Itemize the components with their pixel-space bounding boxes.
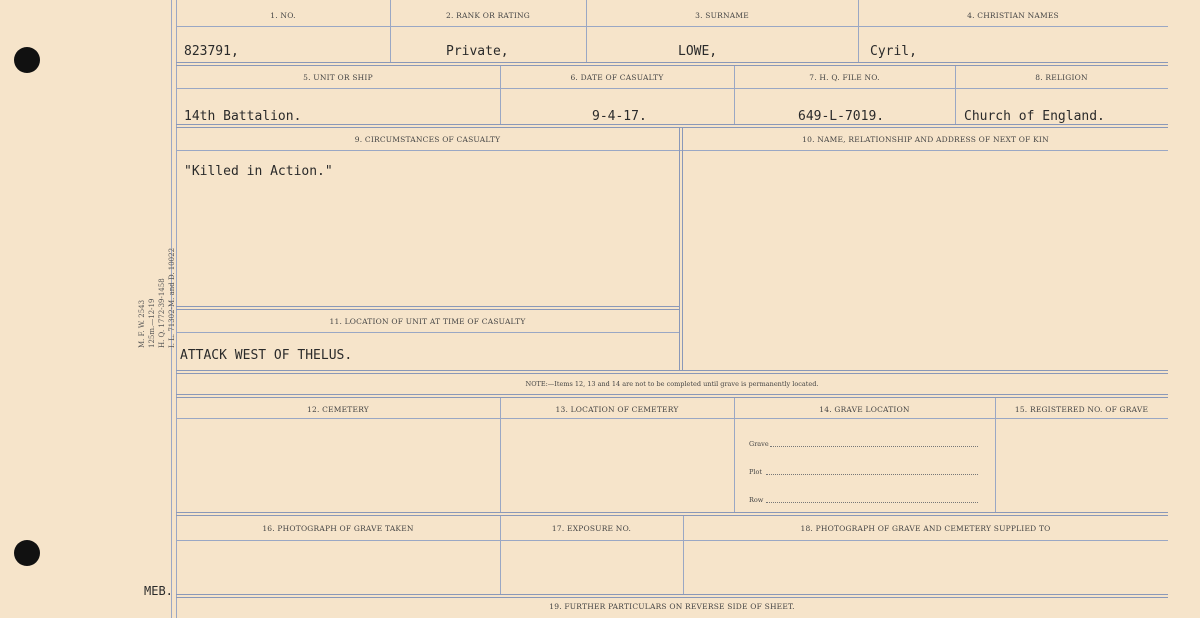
- service-number: 823791,: [184, 44, 239, 59]
- punch-hole-top: [14, 47, 40, 73]
- note-text: NOTE:—Items 12, 13 and 14 are not to be completed until grave is permanently located.: [525, 380, 819, 388]
- punch-hole-bottom: [14, 540, 40, 566]
- header-rank: 2. RANK OR RATING: [446, 11, 530, 20]
- header-location-cemetery: 13. LOCATION OF CEMETERY: [555, 405, 679, 414]
- row-label: Row: [749, 496, 764, 504]
- header-surname: 3. SURNAME: [695, 11, 749, 20]
- location-unit-value: ATTACK WEST OF THELUS.: [180, 348, 353, 363]
- header-photo-taken: 16. PHOTOGRAPH OF GRAVE TAKEN: [262, 524, 414, 533]
- header-exposure: 17. EXPOSURE NO.: [551, 524, 632, 533]
- christian-names-value: Cyril,: [870, 44, 917, 59]
- hq-file-value: 649-L-7019.: [798, 109, 885, 124]
- surname-value: LOWE,: [678, 44, 718, 59]
- grave-label: Grave: [749, 440, 769, 448]
- header-grave-location: 14. GRAVE LOCATION: [819, 405, 910, 414]
- header-religion: 8. RELIGION: [1035, 73, 1088, 82]
- rank-value: Private,: [446, 44, 509, 59]
- header-christian-names: 4. CHRISTIAN NAMES: [967, 11, 1059, 20]
- header-location-unit: 11. LOCATION OF UNIT AT TIME OF CASUALTY: [329, 317, 526, 326]
- clerk-initials: MEB.: [144, 584, 173, 598]
- header-next-of-kin: 10. NAME, RELATIONSHIP AND ADDRESS OF NEXT OF KIN: [802, 135, 1049, 144]
- header-circumstances: 9. CIRCUMSTANCES OF CASUALTY: [354, 135, 501, 144]
- date-value: 9-4-17.: [592, 109, 647, 124]
- religion-value: Church of England.: [964, 109, 1105, 124]
- header-unit: 5. UNIT OR SHIP: [303, 73, 373, 82]
- header-registered-no: 15. REGISTERED NO. OF GRAVE: [1014, 405, 1149, 414]
- circumstances-value: "Killed in Action.": [184, 164, 333, 179]
- header-no: 1. NO.: [270, 11, 296, 20]
- plot-label: Plot: [749, 468, 762, 476]
- header-hq-file: 7. H. Q. FILE NO.: [809, 73, 880, 82]
- header-photo-supplied: 18. PHOTOGRAPH OF GRAVE AND CEMETERY SUPPLIED TO: [800, 524, 1051, 533]
- print-code-text: M. F. W. 2543 125m.—12-19 H. Q. 1772-39-1458 I. L. 71302-M. and D. 10022: [138, 247, 176, 348]
- header-date: 6. DATE OF CASUALTY: [570, 73, 664, 82]
- unit-value: 14th Battalion.: [184, 109, 302, 124]
- further-particulars: 19. FURTHER PARTICULARS ON REVERSE SIDE OF SHEET.: [549, 602, 795, 611]
- header-cemetery: 12. CEMETERY: [307, 405, 369, 414]
